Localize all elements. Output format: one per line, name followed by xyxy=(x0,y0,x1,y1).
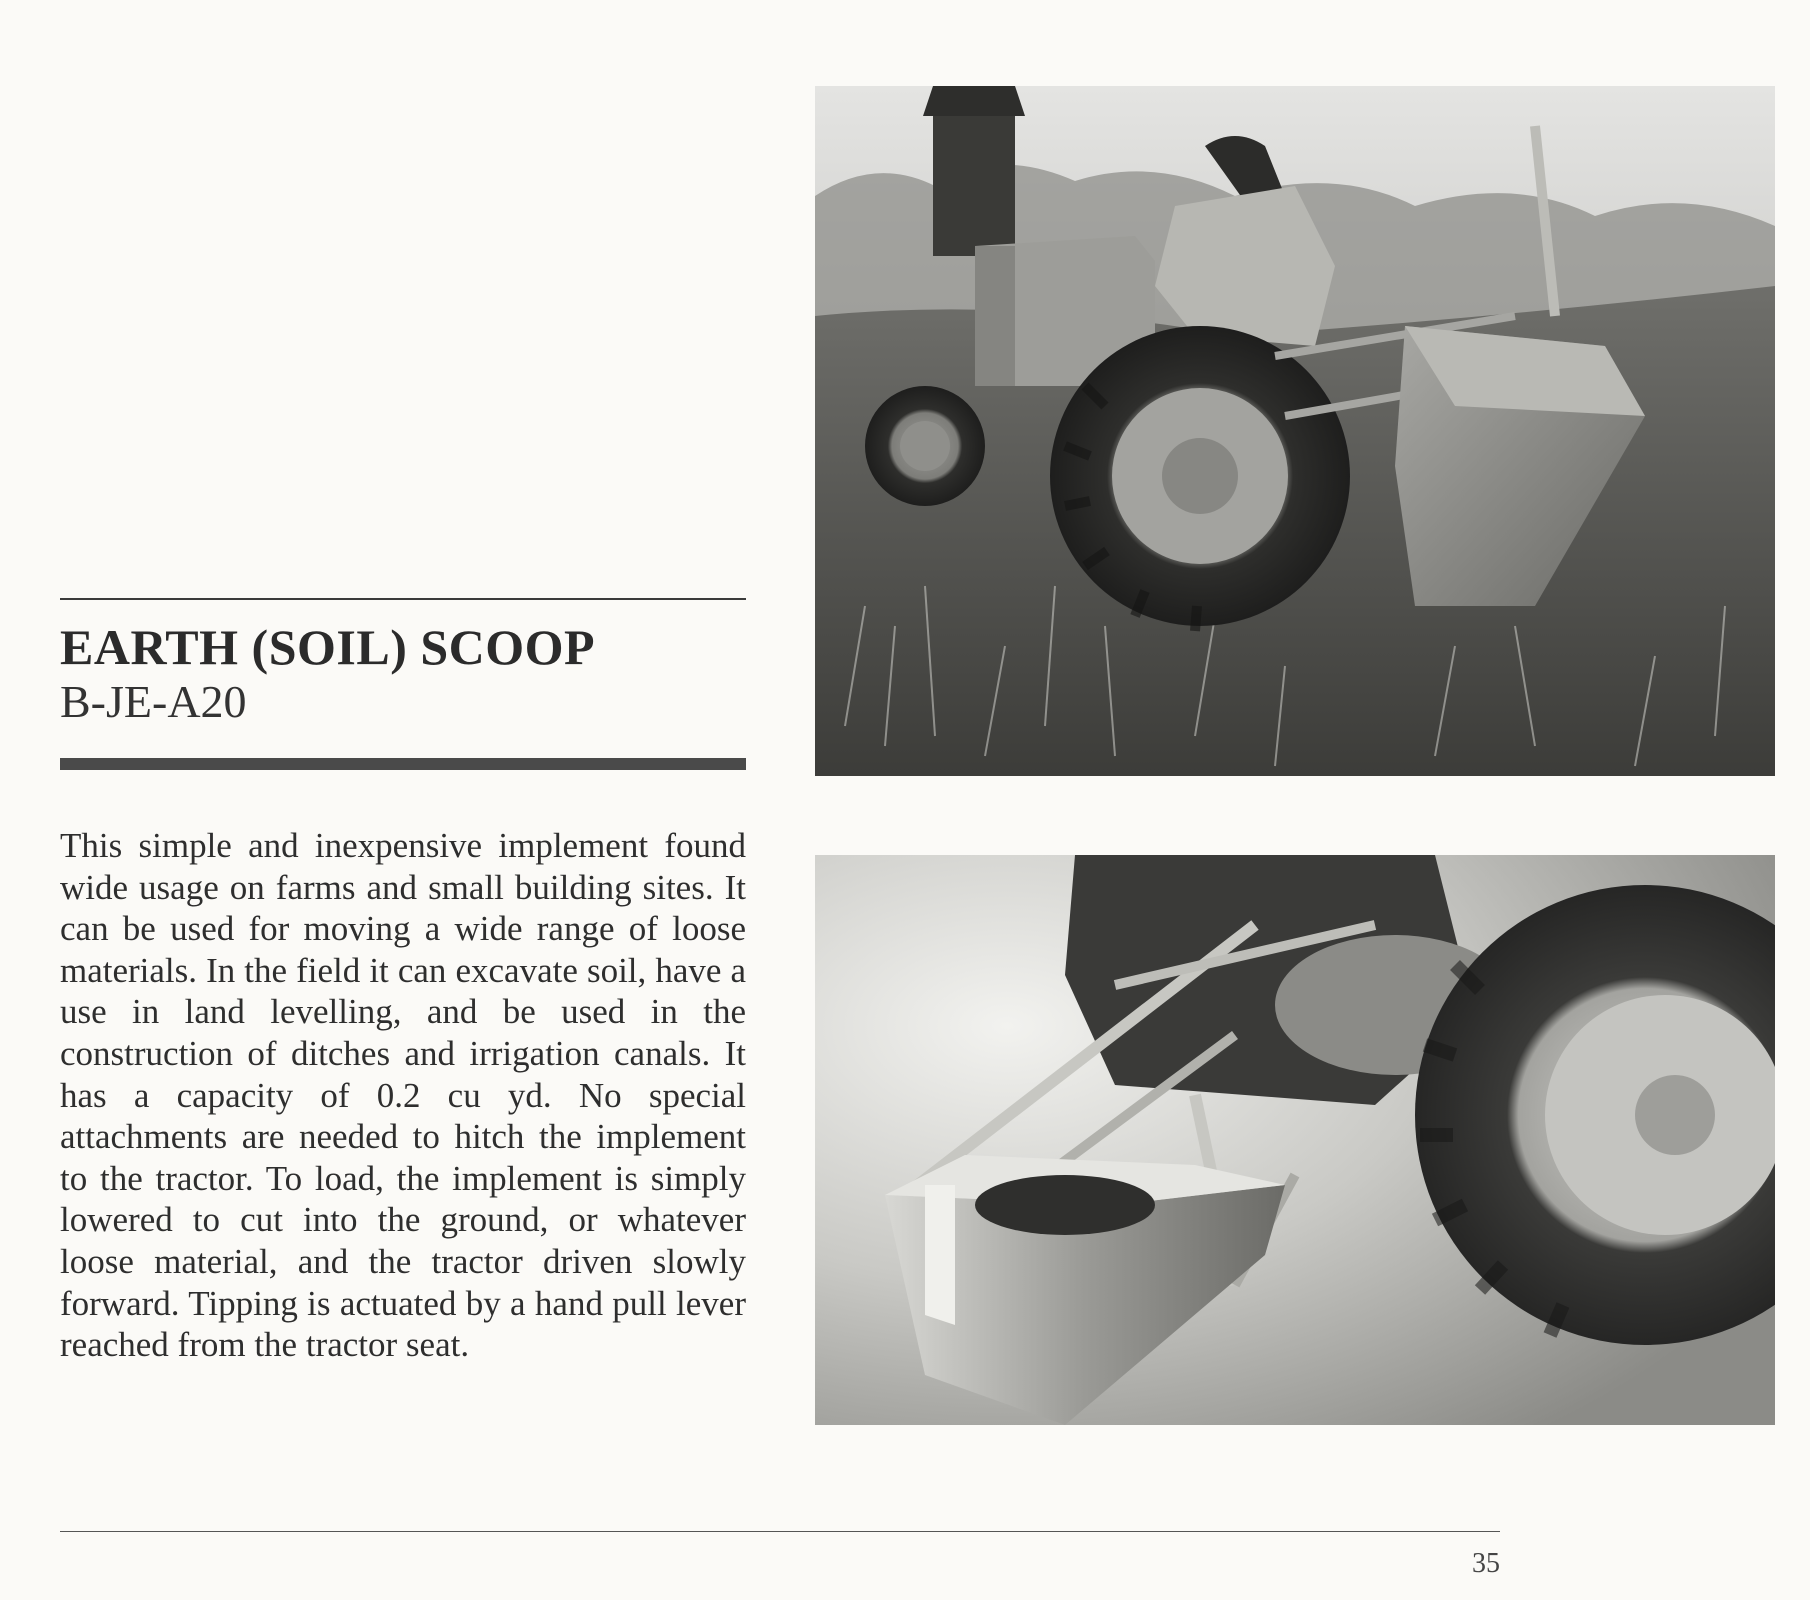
heading-bottom-rule xyxy=(60,758,746,770)
scoop-closeup-photo xyxy=(815,855,1775,1425)
field-photo-drawing xyxy=(815,86,1775,776)
footer-rule xyxy=(60,1531,1500,1532)
part-code: B-JE-A20 xyxy=(60,676,247,727)
field-photo xyxy=(815,86,1775,776)
page-number: 35 xyxy=(1472,1548,1500,1579)
heading-block xyxy=(60,618,746,728)
scoop-closeup-drawing xyxy=(815,855,1775,1425)
page-title: EARTH (SOIL) SCOOP xyxy=(60,619,596,675)
heading-top-rule xyxy=(60,598,746,600)
description-paragraph: This simple and inexpensive implement found wide usage on farms and small building sites. It can be used for moving a wide range of loose materials. In the field it can excavate soil, have a use in land levelling, and be used in the construction of ditches and irrigation canals. It has a capacity of 0.2 cu yd. No special attachments are needed to hitch the implement to the tractor. To load, the implement is simply lowered to cut into the ground, or whatever loose material, and the tractor driven slowly forward. Tipping is actuated by a hand pull lever reached from the tractor seat. xyxy=(60,826,746,1365)
